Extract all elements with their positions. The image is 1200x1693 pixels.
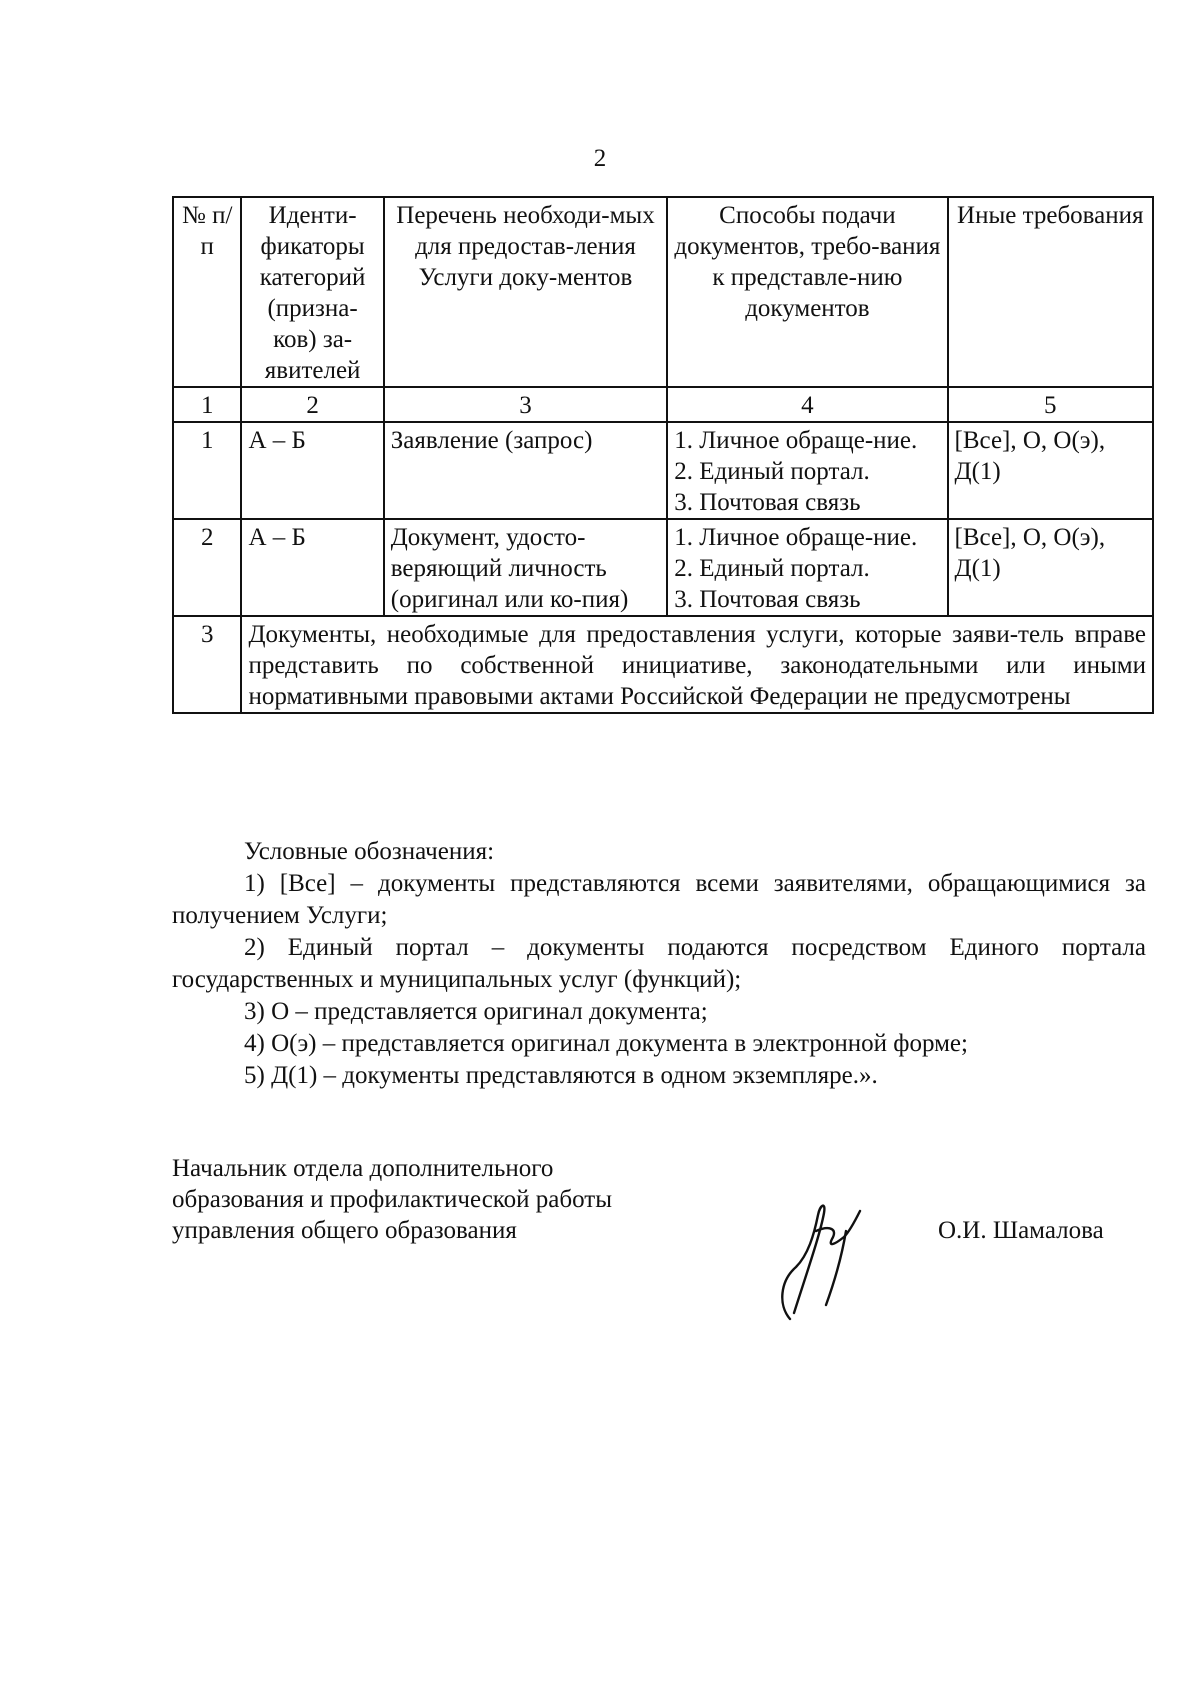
identifier-cell: А – Б (241, 422, 383, 519)
legend-item: 1) [Все] – документы представляются всеми заявителями, обращающимися за получением Услуги; (172, 870, 1146, 929)
methods-cell (667, 519, 947, 616)
method-item: 2. Единый портал. (674, 555, 870, 582)
header-cell: Перечень необходи-мых для предостав-ления Услуги доку-ментов (384, 197, 668, 387)
position-line: управления общего образования (172, 1217, 517, 1244)
column-number-cell: 5 (948, 387, 1153, 422)
method-item: 3. Почтовая связь (674, 586, 861, 613)
requirements-cell: [Все], О, О(э), Д(1) (948, 519, 1153, 616)
column-number-cell: 4 (667, 387, 947, 422)
table-row (173, 422, 1153, 519)
legend-item: 5) Д(1) – документы представляются в одном экземпляре.». (244, 1062, 878, 1089)
position-line: образования и профилактической работы (172, 1186, 613, 1213)
signer-position (172, 1153, 612, 1246)
table-row (173, 519, 1153, 616)
column-number-cell: 1 (173, 387, 241, 422)
legend (172, 836, 1146, 1092)
legend-item: 2) Единый портал – документы подаются посредством Единого портала государственных и муниципальных услуг (функций); (172, 934, 1146, 993)
identifier-cell: А – Б (241, 519, 383, 616)
position-line: Начальник отдела дополнительного (172, 1155, 554, 1182)
methods-cell (667, 422, 947, 519)
requirements-cell: [Все], О, О(э), Д(1) (948, 422, 1153, 519)
header-cell: Иные требования (948, 197, 1153, 387)
legend-title: Условные обозначения: (244, 838, 495, 865)
header-cell: Иденти-фикаторы категорий (призна-ков) за-явителей (241, 197, 383, 387)
method-item: 3. Почтовая связь (674, 489, 861, 516)
note-cell: Документы, необходимые для предоставления услуги, которые заяви-тель вправе представить по собственной инициативе, законодательными или иными нормативными правовыми актами Российской Федерации не предусмотрены (241, 616, 1153, 713)
method-item: 1. Личное обраще-ние. (674, 427, 918, 454)
table-header-row (173, 197, 1153, 387)
table-note-row (173, 616, 1153, 713)
page-number: 2 (593, 145, 607, 172)
documents-table (172, 196, 1154, 714)
row-number-cell: 1 (173, 422, 241, 519)
column-number-cell: 3 (384, 387, 668, 422)
method-item: 2. Единый портал. (674, 458, 870, 485)
legend-item: 3) О – представляется оригинал документа; (244, 998, 708, 1025)
header-cell: Способы подачи документов, требо-вания к представле-нию документов (667, 197, 947, 387)
method-item: 1. Личное обраще-ние. (674, 524, 918, 551)
document-cell: Документ, удосто-веряющий личность (оригинал или ко-пия) (384, 519, 668, 616)
row-number-cell: 2 (173, 519, 241, 616)
signer-name: О.И. Шамалова (938, 1217, 1104, 1244)
document-cell: Заявление (запрос) (384, 422, 668, 519)
column-number-cell: 2 (241, 387, 383, 422)
column-number-row (173, 387, 1153, 422)
handwritten-signature (760, 1195, 870, 1325)
row-number-cell: 3 (173, 616, 241, 713)
legend-item: 4) О(э) – представляется оригинал документа в электронной форме; (244, 1030, 968, 1057)
header-cell: № п/п (173, 197, 241, 387)
